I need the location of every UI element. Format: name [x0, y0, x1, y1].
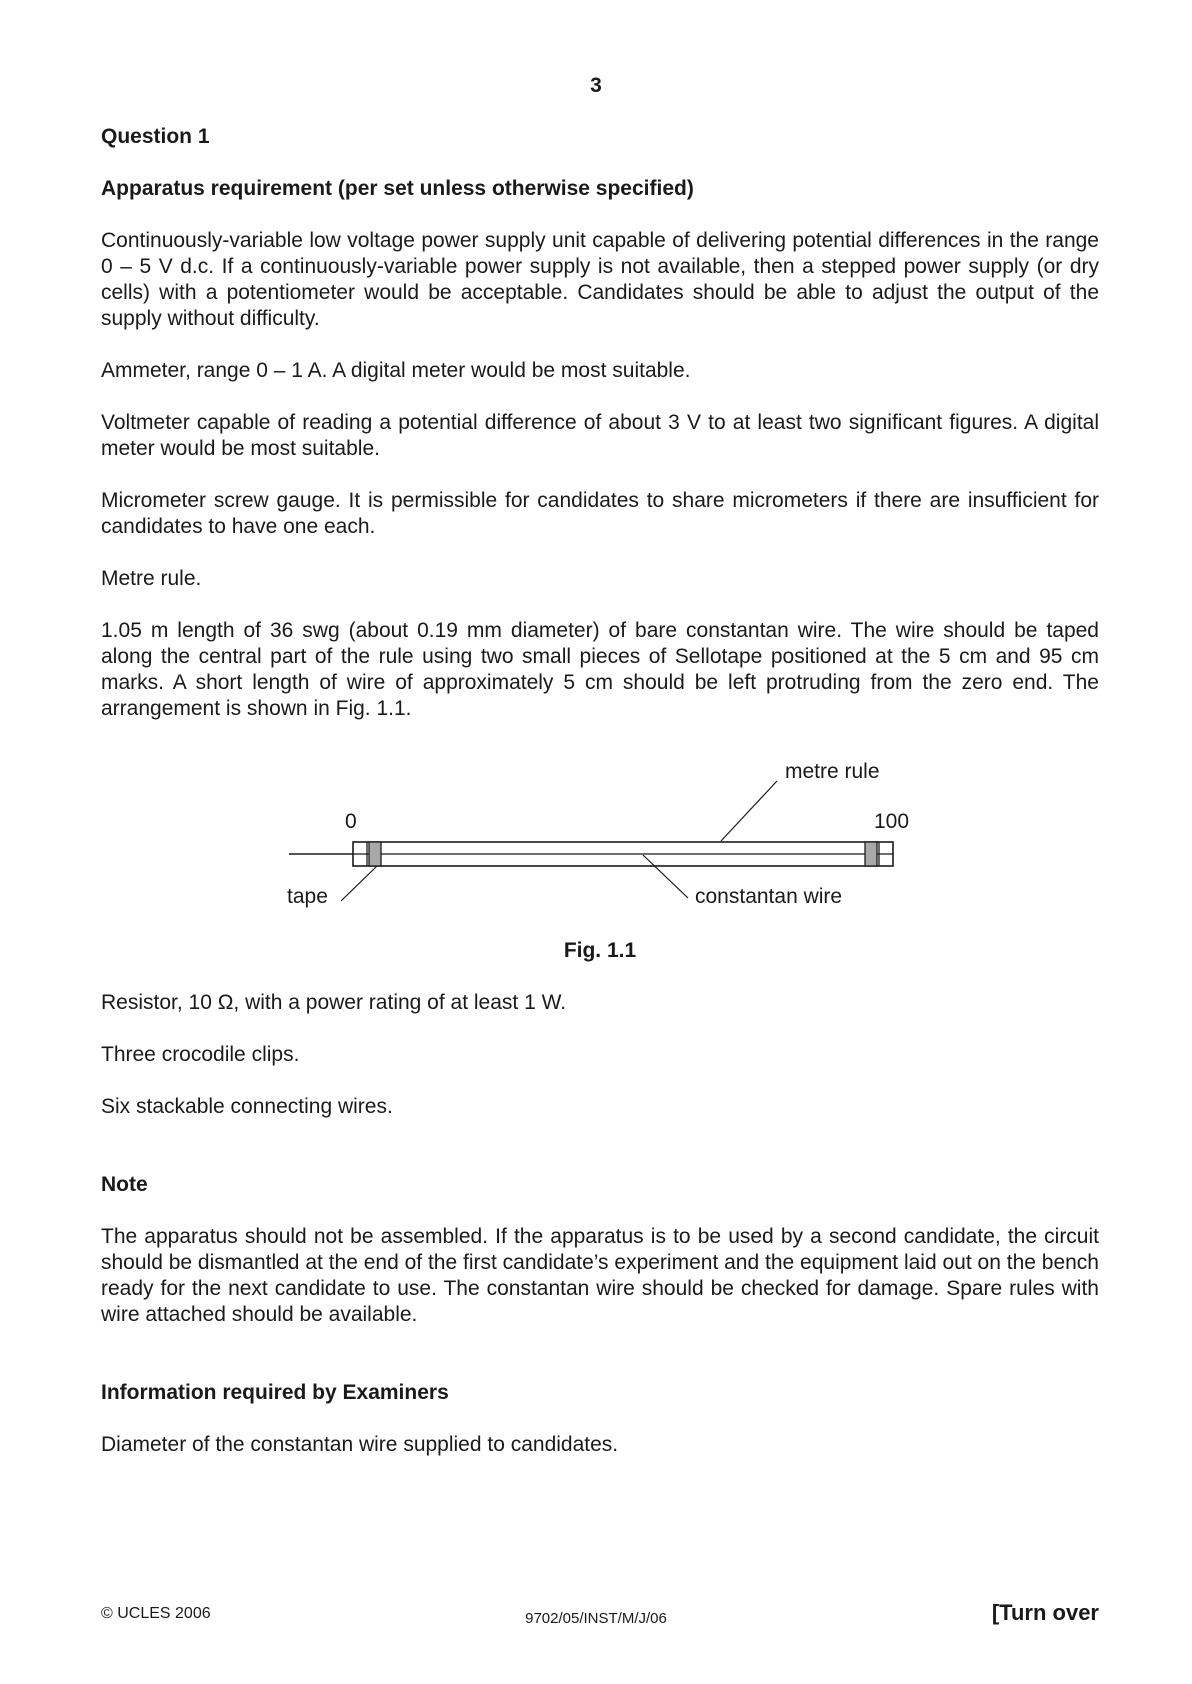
paragraph-resistor: Resistor, 10 Ω, with a power rating of at least 1 W.	[101, 991, 567, 1014]
tape-right-shape	[865, 842, 877, 866]
figure-1-1	[101, 748, 1099, 938]
paragraph-constantan-wire: 1.05 m length of 36 swg (about 0.19 mm diameter) of bare constantan wire. The wire should be taped along the central part of the rule using two small pieces of Sellotape positioned at the 5 cm and 95 cm marks. A short length of wire of approximately 5 cm should be left protruding from the zero end. The arrangement is shown in Fig. 1.1.	[101, 619, 1099, 720]
footer-code: 9702/05/INST/M/J/06	[525, 1610, 667, 1627]
paragraph-crocodile-clips: Three crocodile clips.	[101, 1043, 300, 1066]
paragraph-ammeter: Ammeter, range 0 – 1 A. A digital meter would be most suitable.	[101, 359, 691, 382]
paragraph-metre-rule: Metre rule.	[101, 567, 202, 590]
info-heading: Information required by Examiners	[101, 1381, 449, 1404]
apparatus-diagram	[101, 748, 1099, 938]
paragraph-micrometer: Micrometer screw gauge. It is permissible for candidates to share micrometers if there are insufficient for candidates to have one each.	[101, 489, 1099, 538]
info-text: Diameter of the constantan wire supplied to candidates.	[101, 1433, 619, 1456]
paragraph-power-supply: Continuously-variable low voltage power supply unit capable of delivering potential differences in the range 0 – 5 V d.c. If a continuously-variable power supply is not available, then a stepped power supply (or dry cells) with a potentiometer would be acceptable. Candidates should be able to adjust the output of the supply without difficulty.	[101, 229, 1099, 330]
footer-turn-over: [Turn over	[991, 1600, 1099, 1625]
footer-copyright: © UCLES 2006	[101, 1605, 211, 1622]
label-constantan-wire: constantan wire	[695, 885, 843, 908]
note-heading: Note	[101, 1173, 148, 1196]
label-hundred: 100	[874, 810, 910, 833]
note-text: The apparatus should not be assembled. If the apparatus is to be used by a second candidate, the circuit should be dismantled at the end of the first candidate’s experiment and the equipment laid out on the bench ready for the next candidate to use. The constantan wire should be checked for damage. Spare rules with wire attached should be available.	[101, 1225, 1099, 1326]
figure-caption: Fig. 1.1	[563, 939, 637, 962]
paragraph-connecting-wires: Six stackable connecting wires.	[101, 1095, 393, 1118]
tape-leader	[341, 866, 377, 901]
metre-rule-leader	[721, 781, 777, 841]
tape-left-shape	[369, 842, 381, 866]
paragraph-voltmeter: Voltmeter capable of reading a potential difference of about 3 V to at least two significant figures. A digital meter would be most suitable.	[101, 411, 1099, 460]
label-tape: tape	[287, 885, 328, 908]
label-zero: 0	[345, 810, 357, 833]
label-metre-rule: metre rule	[785, 760, 880, 783]
apparatus-heading: Apparatus requirement (per set unless otherwise specified)	[101, 177, 694, 200]
page-number: 3	[590, 74, 602, 97]
question-title: Question 1	[101, 125, 210, 148]
page-content	[101, 124, 1099, 1458]
